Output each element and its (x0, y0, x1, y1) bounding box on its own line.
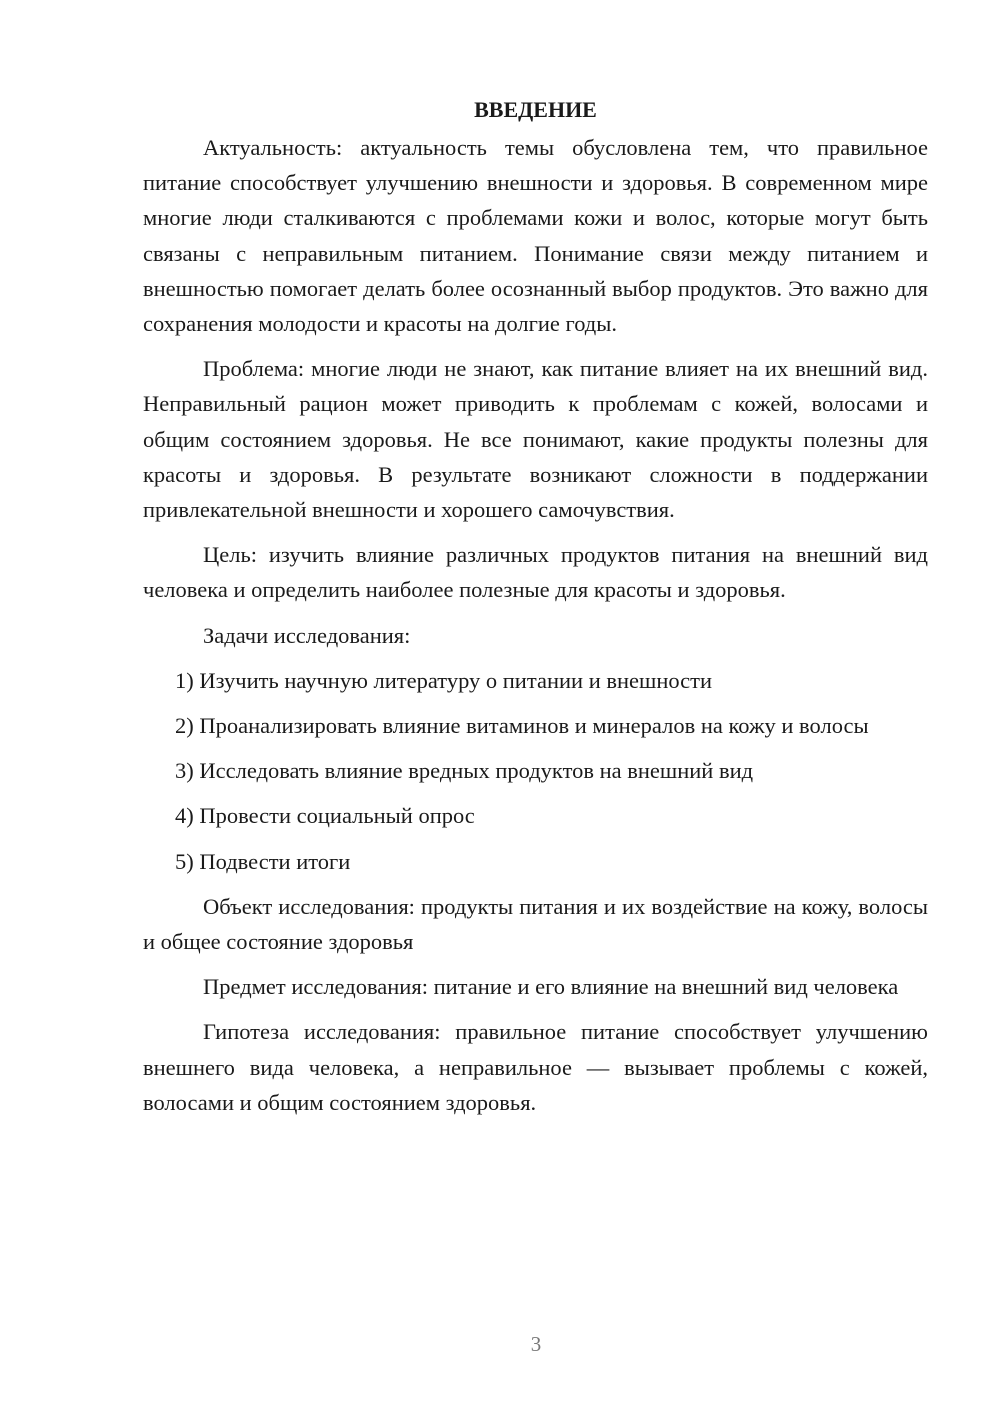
subject-paragraph: Предмет исследования: питание и его влияние на внешний вид человека (203, 974, 899, 1000)
task-item-2: 2) Проанализировать влияние витаминов и минералов на кожу и волосы (175, 713, 869, 739)
relevance-paragraph: Актуальность: актуальность темы обусловлена тем, что правильное питание способствует улучшению внешности и здоровья. В современном мире многие люди сталкиваются с проблемами кожи и волос, которые могут быть связаны с неправильным питанием. Понимание связи между питанием и внешностью помогает делать более осознанный выбор продуктов. Это важно для сохранения молодости и красоты на долгие годы. (143, 135, 928, 337)
goal-paragraph: Цель: изучить влияние различных продуктов питания на внешний вид человека и определить наиболее полезные для красоты и здоровья. (143, 542, 928, 603)
problem-paragraph: Проблема: многие люди не знают, как питание влияет на их внешний вид. Неправильный рацион может приводить к проблемам с кожей, волосами и общим состоянием здоровья. Не все понимают, какие продукты полезны для красоты и здоровья. В результате возникают сложности в поддержании привлекательной внешности и хорошего самочувствия. (143, 356, 928, 523)
tasks-title: Задачи исследования: (203, 622, 411, 648)
document-page (143, 90, 928, 1130)
task-item-4: 4) Провести социальный опрос (175, 803, 475, 829)
hypothesis-paragraph: Гипотеза исследования: правильное питание способствует улучшению внешнего вида человека, а неправильное — вызывает проблемы с кожей, волосами и общим состоянием здоровья. (143, 1019, 928, 1115)
task-item-3: 3) Исследовать влияние вредных продуктов на внешний вид (175, 758, 754, 784)
task-item-5: 5) Подвести итоги (175, 848, 351, 874)
page-number: 3 (530, 1332, 542, 1356)
section-heading: ВВЕДЕНИЕ (474, 97, 597, 122)
object-paragraph: Объект исследования: продукты питания и их воздействие на кожу, волосы и общее состояние здоровья (143, 893, 928, 955)
task-item-1: 1) Изучить научную литературу о питании и внешности (175, 667, 713, 693)
